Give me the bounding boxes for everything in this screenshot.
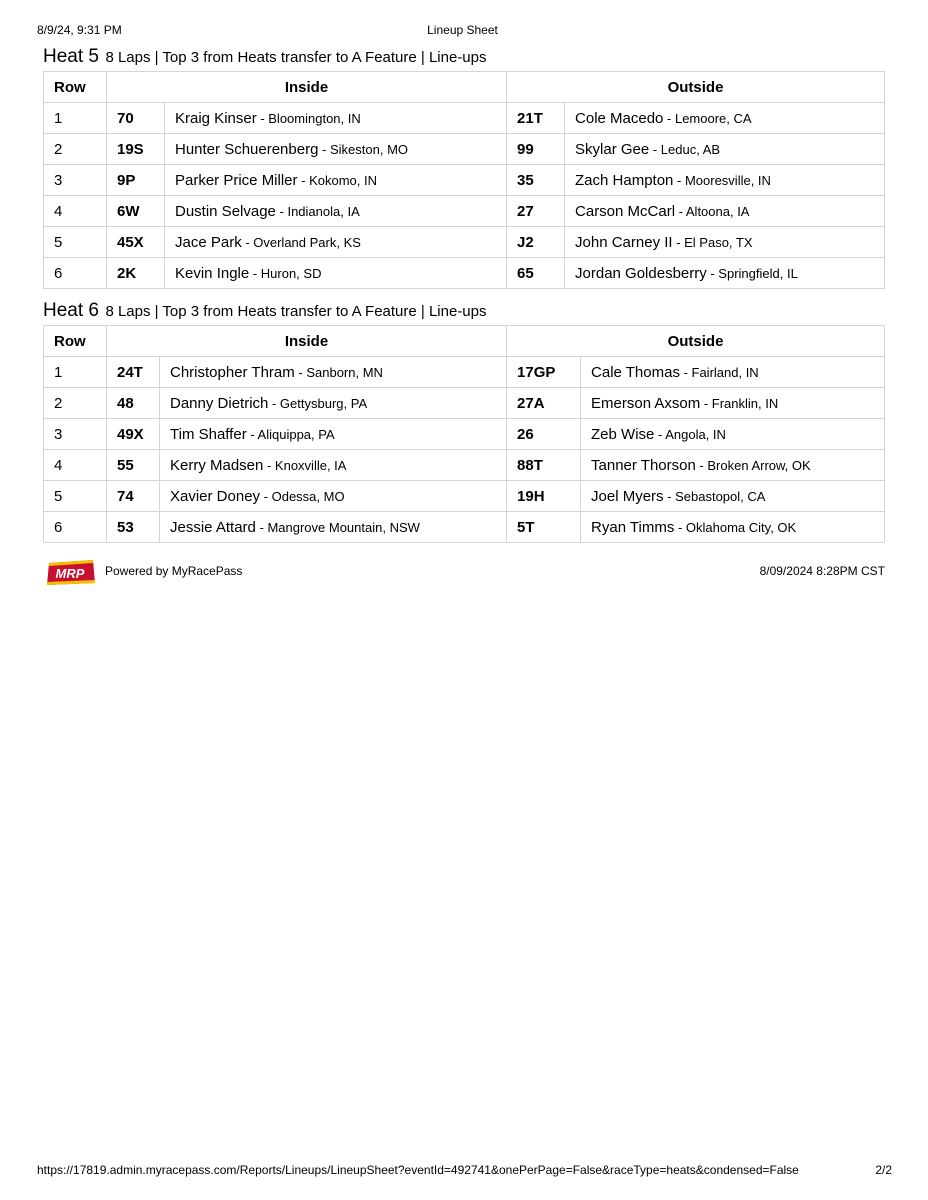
inside-driver-location: - Sikeston, MO — [318, 141, 409, 157]
inside-driver-name: Danny Dietrich — [170, 394, 269, 412]
inside-car-number: 48 — [107, 388, 160, 419]
row-number: 6 — [44, 258, 107, 289]
row-number: 2 — [44, 388, 107, 419]
print-url: https://17819.admin.myracepass.com/Reports/Lineups/LineupSheet?eventId=492741&onePerPage=False&raceType=heats&condensed=False — [37, 1163, 799, 1177]
report-timestamp: 8/09/2024 8:28PM CST — [759, 564, 885, 578]
inside-driver-cell — [165, 134, 507, 165]
outside-driver-cell — [565, 103, 885, 134]
inside-driver-name: Kerry Madsen — [170, 456, 264, 474]
inside-car-number: 9P — [107, 165, 165, 196]
table-row — [44, 512, 885, 543]
table-header-row — [44, 326, 885, 357]
inside-car-number: 2K — [107, 258, 165, 289]
inside-driver-name: Kevin Ingle — [175, 264, 250, 282]
table-row — [44, 450, 885, 481]
outside-header: Outside — [507, 326, 885, 357]
row-number: 5 — [44, 227, 107, 258]
inside-car-number: 24T — [107, 357, 160, 388]
row-number: 4 — [44, 450, 107, 481]
heat-description: 8 Laps | Top 3 from Heats transfer to A Feature | Line-ups — [105, 303, 487, 320]
inside-driver-cell — [160, 481, 507, 512]
heat-name: Heat 6 — [43, 300, 99, 321]
powered-by: Powered by MyRacePass — [105, 564, 243, 578]
table-row — [44, 357, 885, 388]
outside-driver-cell — [565, 258, 885, 289]
lineup-table — [43, 325, 885, 543]
myracepass-logo[interactable] — [45, 558, 97, 587]
inside-car-number: 53 — [107, 512, 160, 543]
inside-driver-cell — [165, 165, 507, 196]
outside-car-number: 19H — [507, 481, 581, 512]
outside-car-number: 21T — [507, 103, 565, 134]
inside-car-number: 49X — [107, 419, 160, 450]
outside-car-number: 27 — [507, 196, 565, 227]
heat-description: 8 Laps | Top 3 from Heats transfer to A Feature | Line-ups — [105, 49, 487, 66]
heat-name: Heat 5 — [43, 46, 99, 67]
inside-driver-name: Jessie Attard — [170, 518, 256, 536]
inside-driver-name: Tim Shaffer — [170, 425, 247, 443]
inside-driver-location: - Odessa, MO — [260, 488, 345, 504]
inside-driver-location: - Gettysburg, PA — [268, 395, 368, 411]
outside-driver-location: - Springfield, IL — [706, 265, 798, 281]
print-date: 8/9/24, 9:31 PM — [37, 23, 122, 37]
heat-section — [43, 298, 885, 543]
table-row — [44, 227, 885, 258]
outside-driver-name: Zach Hampton — [575, 171, 674, 189]
outside-driver-location: - Lemoore, CA — [663, 110, 752, 126]
table-row — [44, 196, 885, 227]
outside-driver-name: Jordan Goldesberry — [575, 264, 707, 282]
inside-car-number: 74 — [107, 481, 160, 512]
outside-driver-cell — [581, 481, 885, 512]
report-footer — [45, 558, 885, 588]
table-header-row — [44, 72, 885, 103]
inside-car-number: 70 — [107, 103, 165, 134]
outside-driver-location: - Oklahoma City, OK — [674, 519, 797, 535]
inside-driver-cell — [165, 227, 507, 258]
inside-header: Inside — [107, 326, 507, 357]
outside-car-number: 65 — [507, 258, 565, 289]
outside-car-number: 5T — [507, 512, 581, 543]
inside-driver-name: Xavier Doney — [170, 487, 261, 505]
outside-car-number: 17GP — [507, 357, 581, 388]
inside-driver-cell — [165, 258, 507, 289]
outside-driver-name: Joel Myers — [591, 487, 664, 505]
inside-driver-location: - Kokomo, IN — [297, 172, 377, 188]
outside-driver-cell — [581, 512, 885, 543]
outside-driver-location: - Sebastopol, CA — [663, 488, 766, 504]
row-number: 4 — [44, 196, 107, 227]
outside-driver-name: Carson McCarl — [575, 202, 676, 220]
print-header — [37, 23, 888, 39]
row-number: 1 — [44, 357, 107, 388]
inside-driver-location: - Knoxville, IA — [263, 457, 347, 473]
inside-driver-cell — [160, 512, 507, 543]
outside-car-number: J2 — [507, 227, 565, 258]
inside-driver-cell — [165, 103, 507, 134]
outside-driver-cell — [581, 388, 885, 419]
outside-driver-location: - Mooresville, IN — [673, 172, 771, 188]
outside-driver-location: - Franklin, IN — [700, 395, 779, 411]
row-number: 6 — [44, 512, 107, 543]
table-row — [44, 103, 885, 134]
inside-driver-location: - Huron, SD — [249, 265, 322, 281]
table-row — [44, 134, 885, 165]
logo-text: MRP — [55, 566, 85, 581]
outside-driver-cell — [581, 450, 885, 481]
outside-driver-name: Emerson Axsom — [591, 394, 701, 412]
outside-driver-location: - Broken Arrow, OK — [695, 457, 811, 473]
inside-driver-location: - Sanborn, MN — [294, 364, 383, 380]
row-number: 1 — [44, 103, 107, 134]
table-row — [44, 388, 885, 419]
inside-driver-location: - Bloomington, IN — [256, 110, 361, 126]
outside-driver-name: Zeb Wise — [591, 425, 655, 443]
table-row — [44, 165, 885, 196]
inside-car-number: 6W — [107, 196, 165, 227]
outside-driver-location: - Angola, IN — [654, 426, 726, 442]
inside-driver-name: Kraig Kinser — [175, 109, 257, 127]
inside-car-number: 45X — [107, 227, 165, 258]
outside-driver-cell — [565, 165, 885, 196]
outside-car-number: 26 — [507, 419, 581, 450]
row-number: 3 — [44, 419, 107, 450]
inside-driver-cell — [160, 419, 507, 450]
row-number: 3 — [44, 165, 107, 196]
outside-driver-cell — [565, 196, 885, 227]
table-row — [44, 258, 885, 289]
outside-driver-cell — [565, 227, 885, 258]
heat-section — [43, 44, 885, 289]
row-number: 5 — [44, 481, 107, 512]
outside-driver-name: Cale Thomas — [591, 363, 680, 381]
inside-driver-cell — [165, 196, 507, 227]
table-row — [44, 481, 885, 512]
table-row — [44, 419, 885, 450]
outside-car-number: 35 — [507, 165, 565, 196]
inside-car-number: 55 — [107, 450, 160, 481]
inside-car-number: 19S — [107, 134, 165, 165]
print-title: Lineup Sheet — [427, 23, 498, 37]
inside-header: Inside — [107, 72, 507, 103]
page-number: 2/2 — [875, 1163, 892, 1177]
inside-driver-cell — [160, 450, 507, 481]
outside-car-number: 88T — [507, 450, 581, 481]
inside-driver-location: - Indianola, IA — [275, 203, 360, 219]
heat-title — [43, 44, 885, 70]
inside-driver-name: Hunter Schuerenberg — [175, 140, 319, 158]
outside-driver-cell — [581, 357, 885, 388]
outside-driver-location: - Fairland, IN — [679, 364, 759, 380]
row-header: Row — [44, 326, 107, 357]
outside-driver-cell — [581, 419, 885, 450]
inside-driver-name: Jace Park — [175, 233, 242, 251]
outside-car-number: 27A — [507, 388, 581, 419]
lineup-table — [43, 71, 885, 289]
outside-car-number: 99 — [507, 134, 565, 165]
outside-driver-location: - El Paso, TX — [672, 234, 753, 250]
outside-driver-name: Skylar Gee — [575, 140, 650, 158]
row-header: Row — [44, 72, 107, 103]
inside-driver-location: - Aliquippa, PA — [246, 426, 335, 442]
outside-driver-location: - Altoona, IA — [675, 203, 750, 219]
inside-driver-cell — [160, 357, 507, 388]
inside-driver-cell — [160, 388, 507, 419]
outside-driver-name: Ryan Timms — [591, 518, 675, 536]
outside-driver-name: Tanner Thorson — [591, 456, 696, 474]
inside-driver-location: - Overland Park, KS — [241, 234, 361, 250]
outside-driver-location: - Leduc, AB — [649, 141, 721, 157]
outside-driver-name: John Carney II — [575, 233, 673, 251]
inside-driver-name: Christopher Thram — [170, 363, 295, 381]
inside-driver-name: Parker Price Miller — [175, 171, 298, 189]
outside-driver-cell — [565, 134, 885, 165]
heat-title — [43, 298, 885, 324]
row-number: 2 — [44, 134, 107, 165]
outside-header: Outside — [507, 72, 885, 103]
inside-driver-location: - Mangrove Mountain, NSW — [255, 519, 420, 535]
inside-driver-name: Dustin Selvage — [175, 202, 276, 220]
outside-driver-name: Cole Macedo — [575, 109, 664, 127]
